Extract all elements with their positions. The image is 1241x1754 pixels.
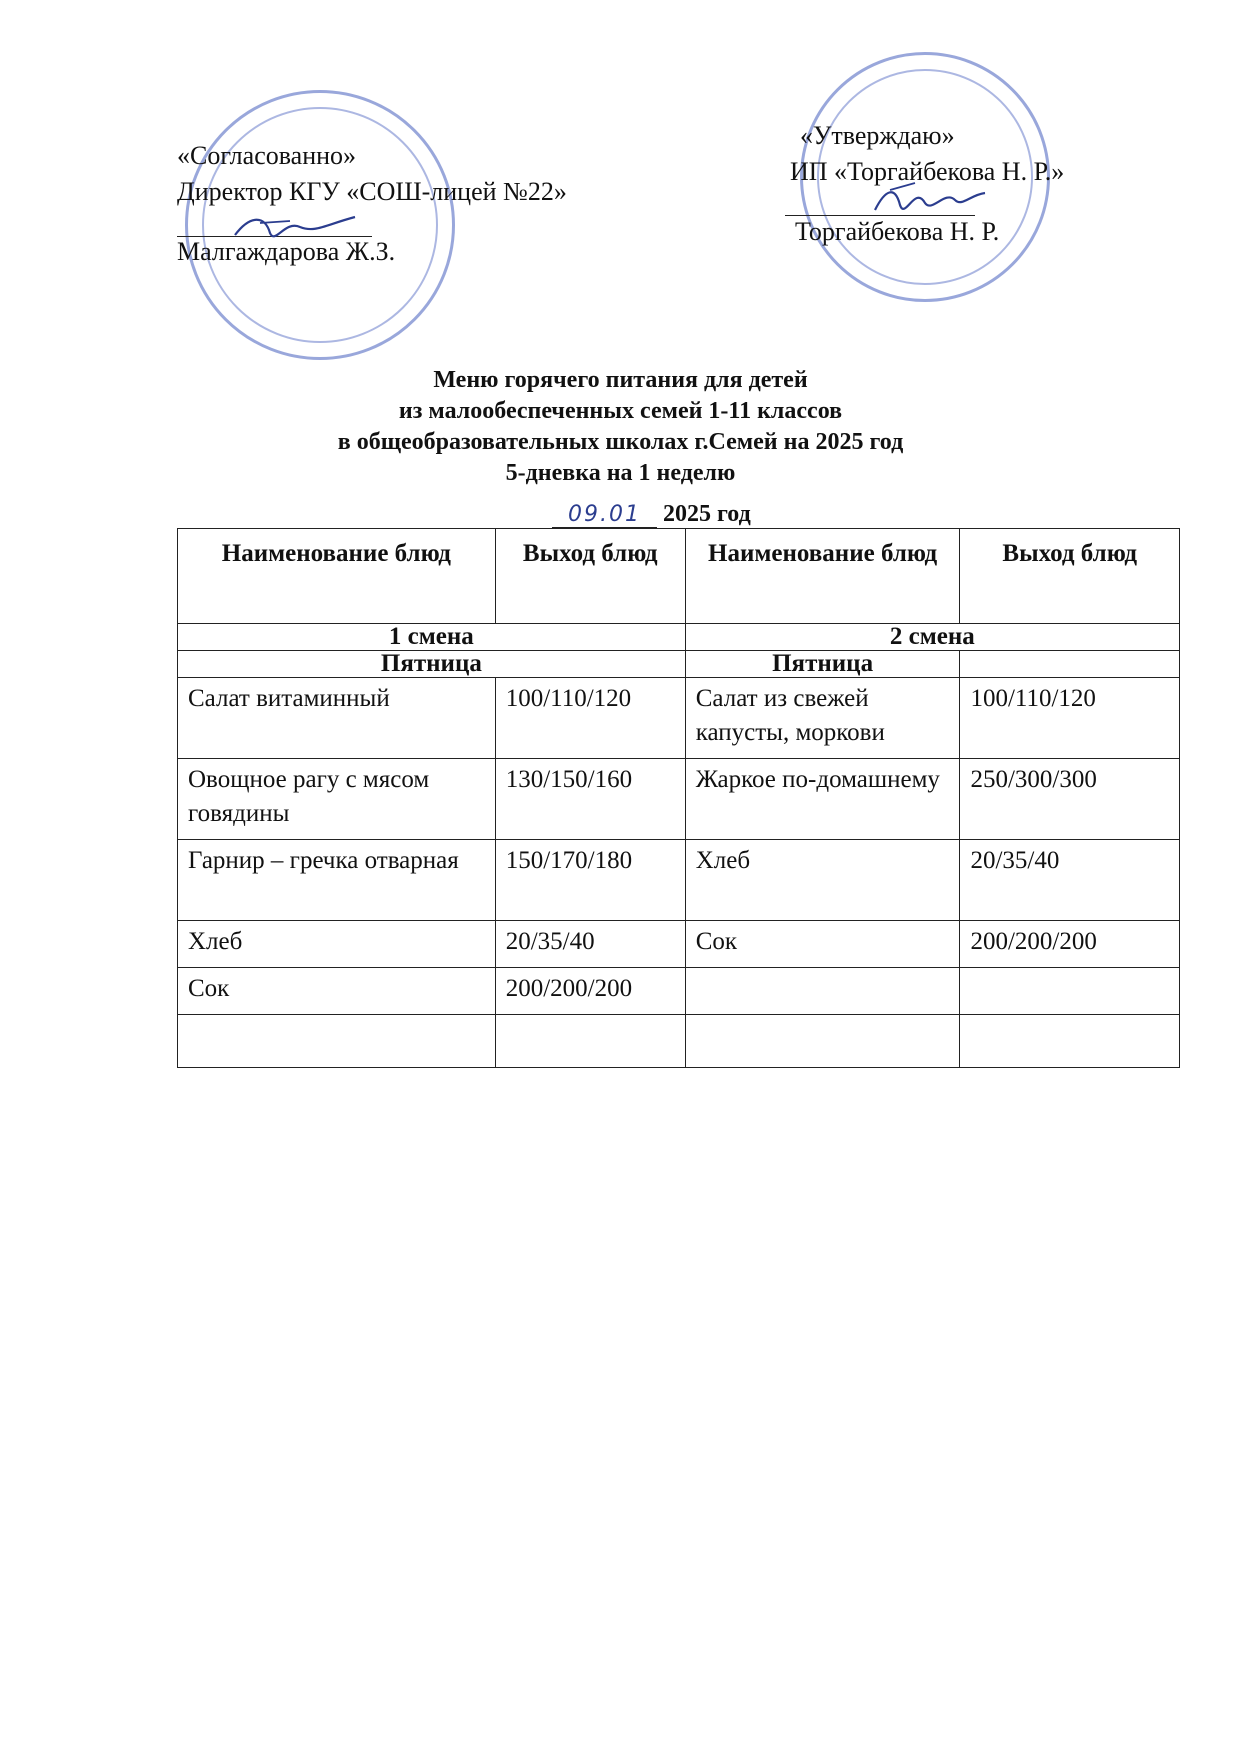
- dish-1-cell: Овощное рагу с мясом говядины: [178, 759, 496, 840]
- yield-2-cell: [960, 968, 1180, 1015]
- left-approval-position: Директор КГУ «СОШ-лицей №22»: [177, 177, 567, 206]
- title-line-3: в общеобразовательных школах г.Семей на 2025 год: [337, 429, 904, 455]
- title-line-4: 5-дневка на 1 неделю: [505, 460, 736, 486]
- dish-2-cell: Хлеб: [685, 840, 960, 921]
- yield-1-cell: [495, 1015, 685, 1068]
- day-2-label: Пятница: [685, 651, 960, 678]
- right-approval-company: ИП «Торгайбекова Н. Р.»: [790, 157, 1065, 186]
- yield-1-cell: 100/110/120: [495, 678, 685, 759]
- table-row: [178, 968, 1180, 1015]
- dish-1-cell: Хлеб: [178, 921, 496, 968]
- dish-2-cell: Сок: [685, 921, 960, 968]
- table-row: [178, 840, 1180, 921]
- yield-2-cell: [960, 1015, 1180, 1068]
- handwritten-date: 09.01: [552, 502, 657, 528]
- header-yield-1: Выход блюд: [495, 529, 685, 624]
- dish-1-cell: Сок: [178, 968, 496, 1015]
- title-line-1: Меню горячего питания для детей: [433, 367, 808, 393]
- header-dish-1: Наименование блюд: [178, 529, 496, 624]
- yield-2-cell: 100/110/120: [960, 678, 1180, 759]
- yield-1-cell: 150/170/180: [495, 840, 685, 921]
- table-row: [178, 1015, 1180, 1068]
- yield-1-cell: 200/200/200: [495, 968, 685, 1015]
- yield-1-cell: 20/35/40: [495, 921, 685, 968]
- dish-1-cell: Гарнир – гречка отварная: [178, 840, 496, 921]
- left-signature: [230, 205, 360, 250]
- left-approval-name: Малгаждарова Ж.З.: [177, 237, 396, 266]
- dish-2-cell: [685, 1015, 960, 1068]
- dish-1-cell: [178, 1015, 496, 1068]
- shift-1-label: 1 смена: [178, 624, 686, 651]
- day-2-empty: [960, 651, 1180, 678]
- left-approval-heading: «Согласованно»: [177, 141, 357, 170]
- header-yield-2: Выход блюд: [960, 529, 1180, 624]
- table-row: [178, 759, 1180, 840]
- shift-row: [178, 624, 1180, 651]
- right-signature: [870, 175, 990, 225]
- dish-2-cell: Салат из свежей капусты, моркови: [685, 678, 960, 759]
- left-approval-block: [177, 138, 567, 270]
- year-suffix: 2025 год: [663, 501, 751, 527]
- menu-table: [177, 528, 1180, 1068]
- dish-2-cell: Жаркое по-домашнему: [685, 759, 960, 840]
- table-row: [178, 678, 1180, 759]
- shift-2-label: 2 смена: [685, 624, 1179, 651]
- dish-1-cell: Салат витаминный: [178, 678, 496, 759]
- yield-1-cell: 130/150/160: [495, 759, 685, 840]
- dish-2-cell: [685, 968, 960, 1015]
- table-header-row: [178, 529, 1180, 624]
- right-approval-heading: «Утверждаю»: [800, 121, 955, 150]
- yield-2-cell: 250/300/300: [960, 759, 1180, 840]
- title-line-2: из малообеспеченных семей 1-11 классов: [398, 398, 843, 424]
- header-dish-2: Наименование блюд: [685, 529, 960, 624]
- table-row: [178, 921, 1180, 968]
- document-title: [0, 365, 1241, 489]
- date-line: [552, 501, 751, 528]
- day-row: [178, 651, 1180, 678]
- right-approval-name: Торгайбекова Н. Р.: [795, 217, 1000, 246]
- yield-2-cell: 200/200/200: [960, 921, 1180, 968]
- yield-2-cell: 20/35/40: [960, 840, 1180, 921]
- day-1-label: Пятница: [178, 651, 686, 678]
